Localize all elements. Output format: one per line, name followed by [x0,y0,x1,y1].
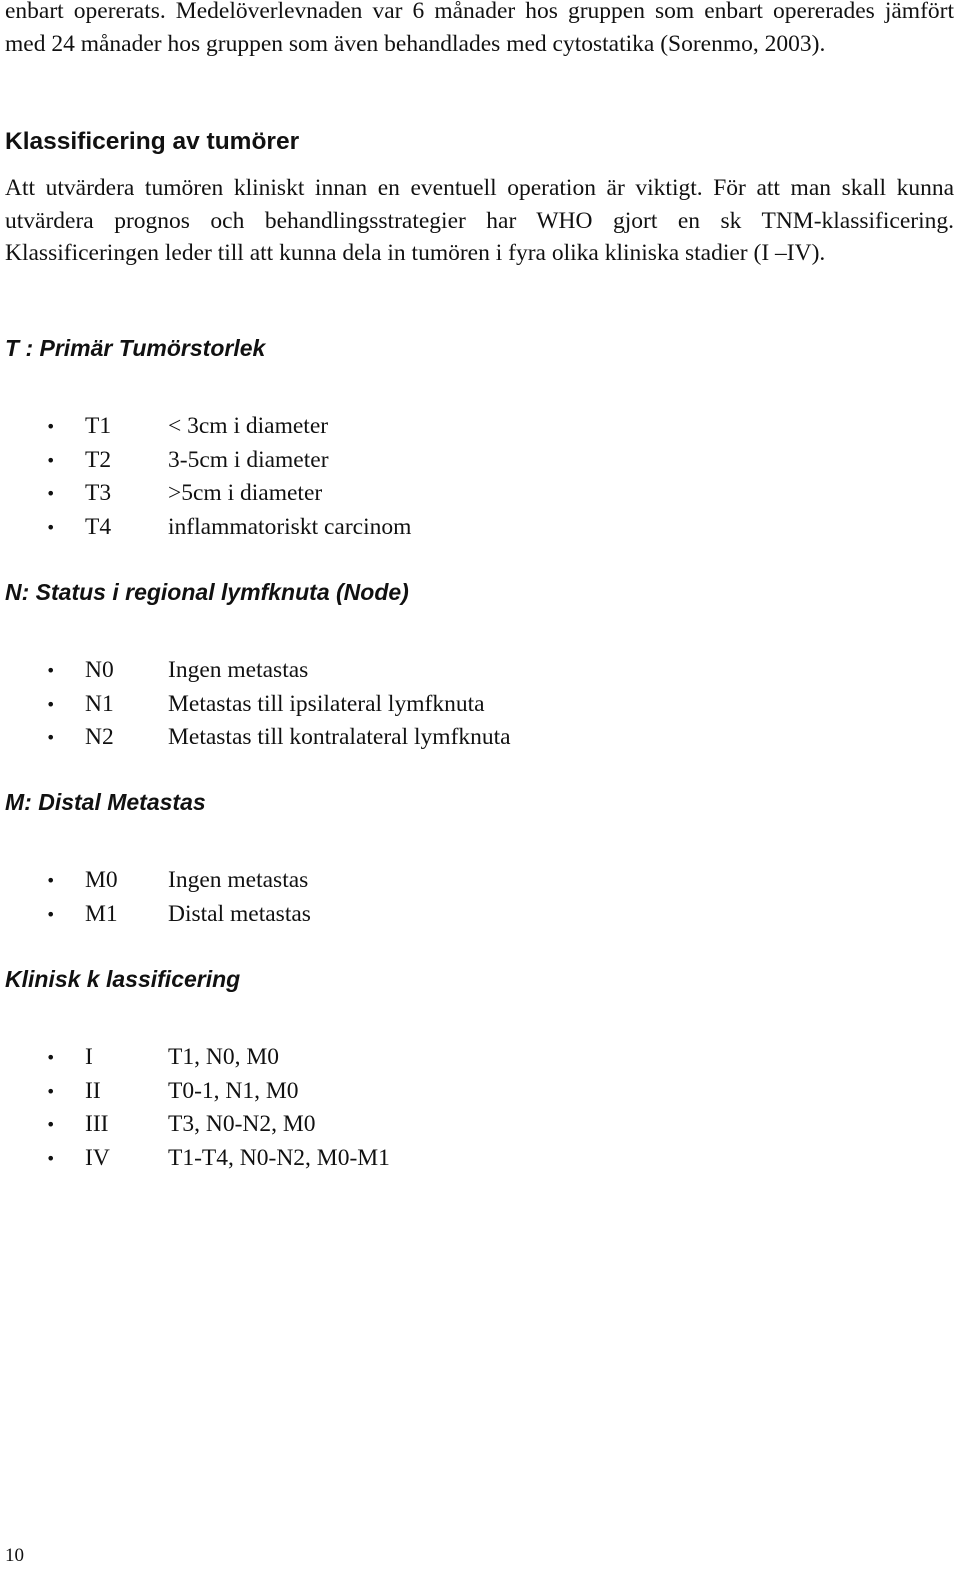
clinical-section-heading: Klinisk k lassificering [5,966,241,992]
item-description: T1-T4, N0-N2, M0-M1 [168,1145,390,1172]
item-code: N1 [85,690,114,717]
m-section-heading: M: Distal Metastas [5,789,206,815]
item-code: III [85,1111,109,1138]
item-description: T0-1, N1, M0 [168,1077,299,1104]
n-section-heading: N: Status i regional lymfknuta (Node) [5,579,409,605]
item-code: T2 [85,446,112,473]
bullet-icon: • [46,728,56,748]
section-heading-tumor-classification: Klassificering av tumörer [5,128,300,155]
item-code: IV [85,1145,110,1172]
bullet-icon: • [46,1149,56,1169]
bullet-icon: • [46,904,56,924]
item-description: T3, N0-N2, M0 [168,1111,316,1138]
bullet-icon: • [46,484,56,504]
bullet-icon: • [46,450,56,470]
item-code: T1 [85,413,112,439]
bullet-icon: • [46,518,56,538]
item-code: M1 [85,900,118,927]
item-description: Metastas till kontralateral lymfknuta [168,724,511,751]
t-section-heading: T : Primär Tumörstorlek [5,335,266,361]
bullet-icon: • [46,871,56,890]
item-description: T1, N0, M0 [168,1044,279,1070]
item-code: I [85,1044,93,1070]
bullet-icon: • [46,1115,56,1135]
item-code: N0 [85,657,114,683]
section-paragraph: Att utvärdera tumören kliniskt innan en eventuell operation är viktigt. För att man skall kunna utvärdera prognos och behandlingsstrategier har WHO gjort en sk TNM-klassificering. Klassificeringen leder till att kunna dela in tumören i fyra olika kliniska stadier (I –IV). [5,175,954,266]
bullet-icon: • [46,694,56,714]
item-description: Ingen metastas [168,867,309,893]
item-description: Metastas till ipsilateral lymfknuta [168,690,485,717]
item-code: T3 [85,480,112,507]
item-description: Ingen metastas [168,657,309,683]
item-description: Distal metastas [168,900,311,927]
item-code: N2 [85,724,114,751]
item-code: M0 [85,867,118,893]
item-description: < 3cm i diameter [168,413,329,439]
item-code: II [85,1077,101,1104]
item-code: T4 [85,514,112,541]
intro-paragraph: enbart opererats. Medelöverlevnaden var 6 månader hos gruppen som enbart opererades jämfört med 24 månader hos gruppen som även behandlades med cytostatika (Sorenmo, 2003). [5,0,954,57]
page-number: 10 [5,1545,24,1566]
bullet-icon: • [46,661,56,680]
item-description: 3-5cm i diameter [168,446,329,473]
bullet-icon: • [46,417,56,436]
item-description: inflammatoriskt carcinom [168,514,412,541]
bullet-icon: • [46,1081,56,1101]
item-description: >5cm i diameter [168,480,323,507]
bullet-icon: • [46,1048,56,1067]
